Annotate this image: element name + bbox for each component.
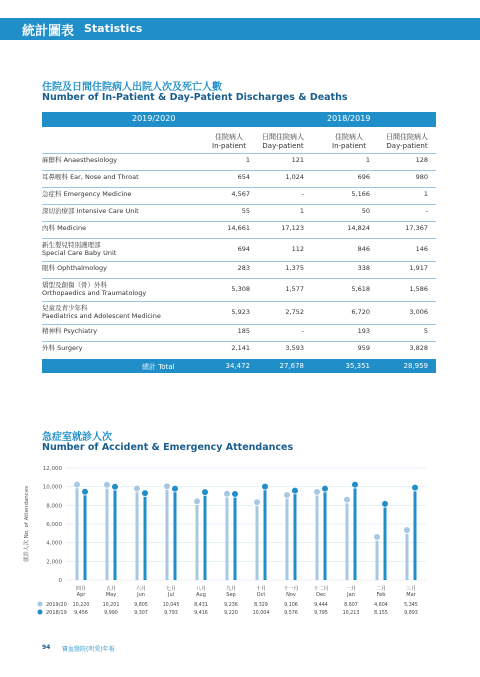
bar [324, 489, 327, 580]
cell-value: 6,720 [351, 308, 370, 316]
cell-value: 5,166 [351, 190, 370, 198]
data-label: 9,307 [134, 611, 148, 616]
bar-cap [164, 483, 171, 490]
table-title-en: Number of In-Patient & Day-Patient Discharges & Deaths [42, 92, 348, 103]
row-label: 新生嬰兒特別護理部 Special Care Baby Unit [42, 241, 117, 257]
cell-value: 185 [237, 327, 250, 335]
data-label: 10,213 [342, 611, 360, 616]
total-value: 28,959 [403, 362, 428, 370]
x-tick-label-zh: 七月 [165, 586, 177, 592]
data-label: 9,793 [164, 611, 178, 616]
cell-value: 1,917 [409, 264, 428, 272]
legend-swatch [38, 610, 43, 615]
row-label: 矯型及創傷（骨）外科 Orthopaedics and Traumatology [42, 281, 147, 297]
cell-value: - [425, 207, 428, 215]
bar [256, 502, 259, 580]
cell-value: 128 [415, 156, 428, 164]
cell-value: 1,586 [409, 285, 428, 293]
x-tick-label-en: May [105, 592, 117, 598]
data-label: 9,106 [284, 603, 298, 608]
bar [204, 492, 207, 580]
bar [166, 486, 169, 580]
bar-cap [74, 481, 81, 488]
cell-value: 959 [357, 344, 370, 352]
bar-cap [134, 485, 141, 492]
row-label: 耳鼻喉科 Ear, Nose and Throat [42, 173, 139, 181]
cell-value: 112 [291, 245, 304, 253]
cell-value: 3,006 [409, 308, 428, 316]
x-tick-label-en: Dec [316, 592, 326, 598]
cell-value: 55 [241, 207, 250, 215]
row-divider [42, 341, 436, 342]
data-label: 10,004 [252, 611, 270, 616]
x-tick-label-zh: 二月 [375, 586, 387, 592]
cell-value: 694 [237, 245, 250, 253]
x-tick-label-en: Jan [347, 592, 355, 598]
bar-cap [314, 488, 321, 495]
cell-value: 146 [415, 245, 428, 253]
cell-value: 5 [423, 327, 428, 335]
bar-cap [232, 491, 239, 498]
bar-cap [104, 481, 111, 488]
bar-cap [344, 496, 351, 503]
subheader: 住院病人 In-patient [212, 133, 246, 150]
total-row [42, 359, 436, 373]
x-tick-label-zh: 一月 [345, 586, 357, 592]
data-label: 9,795 [314, 611, 328, 616]
bar [114, 487, 117, 580]
row-divider [42, 187, 436, 188]
data-label: 9,990 [104, 611, 118, 616]
row-divider [42, 324, 436, 325]
x-tick-label-en: Feb [376, 592, 386, 598]
data-label: 5,345 [404, 603, 418, 608]
x-tick-label-en: Mar [406, 592, 416, 598]
data-label: 8,329 [254, 603, 268, 608]
legend-label: 2019/20 [46, 602, 67, 608]
cell-value: 3,593 [285, 344, 304, 352]
cell-value: 846 [357, 245, 370, 253]
bar [136, 488, 139, 580]
year-header: 2018/2019 [327, 114, 371, 123]
x-tick-label-en: Sep [226, 592, 236, 598]
data-label: 9,576 [284, 611, 298, 616]
row-divider [42, 301, 436, 302]
legend-swatch [38, 602, 43, 607]
bar [294, 491, 297, 580]
row-divider [42, 278, 436, 279]
total-value: 34,472 [225, 362, 250, 370]
section-header-bar [0, 18, 480, 40]
total-label: 總計 Total [142, 363, 175, 371]
bar-cap [142, 490, 149, 497]
y-tick-label: 12,000 [42, 466, 62, 472]
data-label: 9,456 [74, 611, 88, 616]
x-tick-label-en: Jul [167, 592, 175, 598]
data-label: 9,220 [224, 611, 238, 616]
x-tick-label-en: Apr [76, 592, 86, 598]
bar [376, 537, 379, 580]
bar-cap [172, 485, 179, 492]
year-header: 2019/2020 [132, 114, 176, 123]
bar [226, 494, 229, 580]
cell-value: 17,123 [281, 224, 304, 232]
cell-value: 1,577 [285, 285, 304, 293]
page-number: 94 [42, 644, 51, 651]
cell-value: 17,367 [405, 224, 428, 232]
row-label: 急症科 Emergency Medicine [42, 190, 132, 198]
row-label: 兒童及青少年科 Paediatrics and Adolescent Medicine [42, 304, 161, 320]
cell-value: 4,567 [231, 190, 250, 198]
bar [346, 500, 349, 580]
data-label: 4,604 [374, 603, 388, 608]
row-divider [42, 204, 436, 205]
bar [414, 488, 417, 580]
bar-cap [224, 490, 231, 497]
bar-cap [194, 498, 201, 505]
row-label: 深切治療部 Intensive Care Unit [42, 207, 139, 215]
subheader: 日間住院病人 Day-patient [262, 133, 304, 150]
cell-value: 2,141 [231, 344, 250, 352]
bar [406, 530, 409, 580]
data-label: 10,045 [162, 603, 180, 608]
x-tick-label-zh: 九月 [225, 586, 237, 592]
x-tick-label-en: Oct [256, 592, 266, 598]
row-divider [42, 261, 436, 262]
x-tick-label-en: Aug [196, 592, 206, 598]
data-label: 10,201 [102, 603, 120, 608]
subheader: 住院病人 In-patient [332, 133, 366, 150]
header-title-en: Statistics [84, 22, 143, 35]
bar-cap [202, 489, 209, 496]
cell-value: 5,308 [231, 285, 250, 293]
bar-cap [352, 481, 359, 488]
cell-value: 50 [361, 207, 370, 215]
data-label: 10,220 [72, 603, 90, 608]
bar-cap [254, 499, 261, 506]
row-label: 眼科 Ophthalmology [42, 264, 107, 272]
x-tick-label-zh: 十月 [255, 586, 267, 592]
year-header-row [42, 112, 436, 127]
x-tick-label-zh: 十二月 [313, 586, 329, 592]
data-label: 8,607 [344, 603, 358, 608]
row-divider [42, 170, 436, 171]
bar-cap [292, 487, 299, 494]
bar-cap [112, 483, 119, 490]
y-tick-label: 4,000 [46, 540, 62, 547]
row-label: 麻醉科 Anaesthesiology [42, 156, 118, 164]
cell-value: 1 [299, 207, 304, 215]
x-tick-label-en: Nov [286, 592, 296, 598]
x-tick-label-en: Jun [137, 592, 145, 598]
bar-cap [412, 484, 419, 491]
bar-cap [262, 483, 269, 490]
bar [384, 504, 387, 580]
chart-title-zh: 急症室就診人次 [42, 432, 112, 443]
footer-text: 寶血醫院(明愛)年報 [62, 646, 115, 653]
data-label: 8,155 [374, 611, 388, 616]
cell-value: 1 [245, 156, 250, 164]
total-value: 35,351 [345, 362, 370, 370]
data-label: 9,893 [404, 611, 418, 616]
cell-value: 5,923 [231, 308, 250, 316]
cell-value: 338 [357, 264, 370, 272]
y-tick-label: 6,000 [46, 522, 62, 528]
bar [76, 485, 79, 580]
y-tick-label: 8,000 [46, 503, 62, 510]
data-label: 9,805 [134, 603, 148, 608]
attendance-chart [18, 460, 458, 620]
bar-cap [82, 488, 89, 495]
total-value: 27,678 [279, 362, 304, 370]
row-label: 內科 Medicine [42, 224, 87, 232]
y-tick-label: 0 [58, 578, 62, 584]
y-axis-label: 就診人次 No. of Attendances [24, 485, 30, 563]
cell-value: 980 [415, 173, 428, 181]
y-tick-label: 2,000 [46, 559, 62, 566]
cell-value: 121 [291, 156, 304, 164]
cell-value: - [301, 190, 304, 198]
cell-value: 1,375 [285, 264, 304, 272]
bar [264, 487, 267, 580]
legend-label: 2018/19 [46, 610, 67, 616]
x-tick-label-zh: 六月 [135, 586, 147, 592]
bar-cap [374, 534, 381, 541]
cell-value: 3,828 [409, 344, 428, 352]
x-tick-label-zh: 五月 [105, 586, 117, 592]
cell-value: 654 [237, 173, 250, 181]
bar [316, 492, 319, 580]
cell-value: 696 [357, 173, 370, 181]
bar-cap [322, 485, 329, 492]
cell-value: 2,752 [285, 308, 304, 316]
data-label: 9,416 [194, 611, 208, 616]
data-label: 9,444 [314, 603, 328, 608]
bar-cap [404, 527, 411, 534]
cell-value: 14,661 [227, 224, 250, 232]
cell-value: 1,024 [285, 173, 304, 181]
bar [84, 492, 87, 580]
y-tick-label: 10,000 [42, 484, 62, 491]
bar [234, 494, 237, 580]
bar [144, 493, 147, 580]
table-title-zh: 住院及日間住院病人出院人次及死亡人數 [42, 82, 222, 93]
bar [196, 501, 199, 580]
row-label: 外科 Surgery [42, 344, 83, 352]
cell-value: - [301, 327, 304, 335]
header-title-zh: 統計圖表 [22, 24, 75, 39]
cell-value: 1 [365, 156, 370, 164]
x-tick-label-zh: 三月 [405, 586, 417, 592]
bar [106, 485, 109, 580]
cell-value: 14,824 [347, 224, 370, 232]
data-label: 8,431 [194, 603, 208, 608]
cell-value: 5,618 [351, 285, 370, 293]
cell-value: 1 [423, 190, 428, 198]
subheader: 日間住院病人 Day-patient [386, 133, 428, 150]
bar [286, 495, 289, 580]
chart-title-en: Number of Accident & Emergency Attendances [42, 442, 294, 453]
bar [354, 485, 357, 580]
row-divider [42, 238, 436, 239]
bar-cap [284, 492, 291, 499]
bar-cap [382, 500, 389, 507]
row-label: 精神科 Psychiatry [42, 327, 98, 335]
x-tick-label-zh: 四月 [75, 586, 87, 592]
row-divider [42, 221, 436, 222]
x-tick-label-zh: 八月 [195, 586, 207, 592]
row-divider [42, 153, 436, 154]
cell-value: 283 [237, 264, 250, 272]
bar [174, 489, 177, 580]
data-label: 9,236 [224, 603, 238, 608]
x-tick-label-zh: 十一月 [283, 586, 299, 592]
cell-value: 193 [357, 327, 370, 335]
